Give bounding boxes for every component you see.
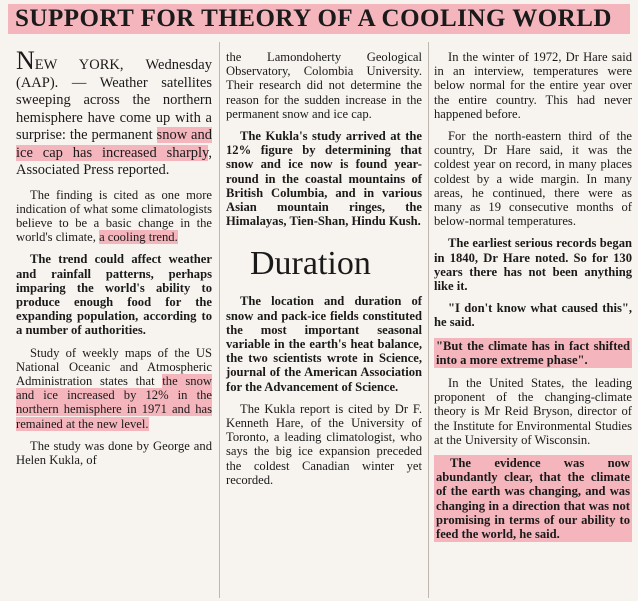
paragraph: For the north-eastern third of the country, Dr Hare said, it was the coldest year on record, in many places coldest by a wide margin. In many areas, he continued, there were as many as 19 consecutive months of below-normal temperatures. (434, 129, 632, 229)
paragraph: The Kukla's study arrived at the 12% figure by determining that snow and ice now is found year-round in the coastal mountains of British Columbia, and in various Asian mountain ringes, the Himalayas, Tien-Shan, Hindu Kush. (226, 129, 422, 229)
paragraph: The trend could affect weather and rainfall patterns, perhaps imparing the world's ability to produce enough food for the expanding population, according to a number of authorities. (16, 252, 212, 338)
paragraph: "I don't know what caused this", he said. (434, 301, 632, 330)
highlighted-text: snow and ice cap has increased sharply (16, 127, 212, 161)
paragraph: The earliest serious records began in 1840, Dr Hare noted. So for 130 years there has not been anything like it. (434, 236, 632, 294)
column-divider (428, 42, 429, 598)
headline: SUPPORT FOR THEORY OF A COOLING WORLD (8, 4, 630, 34)
lede-paragraph (16, 46, 212, 180)
column-divider (219, 42, 220, 598)
drop-cap: N (16, 46, 35, 75)
article-column-3 (434, 50, 632, 550)
article-column-2 (226, 50, 422, 495)
subheading: Duration (250, 245, 371, 283)
paragraph: The location and duration of snow and pack-ice fields constituted the most important seasonal variable in the earth's heat balance, the two scientists wrote in Science, journal of the American Association for the Advancement of Science. (226, 294, 422, 394)
highlighted-quote: The evidence was now abundantly clear, that the climate of the earth was changing, and was changing in a direction that was not promising in terms of our ability to feed the world, he said. (436, 456, 630, 542)
paragraph: The finding is cited as one more indication of what some climatologists believe to be a basic change in the world's climate, a cooling trend. (16, 187, 212, 245)
paragraph: the Lamondoherty Geological Observatory, Colombia University. Their research did not determine the reason for the sudden increase in the permanent snow and ice cap. (226, 50, 422, 121)
highlighted-text: a cooling trend. (99, 230, 178, 245)
highlighted-quote: "But the climate has in fact shifted into a more extreme phase". (436, 338, 630, 367)
lede-text: EW YORK, Wednesday (AAP). — Weather satellites sweeping across the northern hemisphere have come up with a surprise: the permanent (16, 57, 212, 143)
paragraph: The study was done by George and Helen Kukla, of (16, 438, 212, 467)
paragraph: In the United States, the leading proponent of the changing-climate theory is Mr Reid Bryson, director of the Institute for Environmental Studies at the University of Wisconsin. (434, 376, 632, 447)
article-column-1 (16, 46, 212, 475)
paragraph: In the winter of 1972, Dr Hare said in an interview, temperatures were below normal for the entire year over the entire country. This had never happened before. (434, 50, 632, 121)
paragraph: The Kukla report is cited by Dr F. Kenneth Hare, of the University of Toronto, a leading climatologist, who says the big ice expansion preceded the coldest Canadian winter yet recorded. (226, 401, 422, 487)
lede-text: , Associated Press reported. (16, 144, 212, 178)
paragraph: Study of weekly maps of the US National Oceanic and Atmospheric Administration states that the snow and ice increased by 12% in the northern hemisphere in 1971 and has remained at the new level. (16, 345, 212, 431)
highlighted-text: the snow and ice increased by 12% in the northern hemisphere in 1971 and has remained at the new level. (16, 373, 212, 431)
